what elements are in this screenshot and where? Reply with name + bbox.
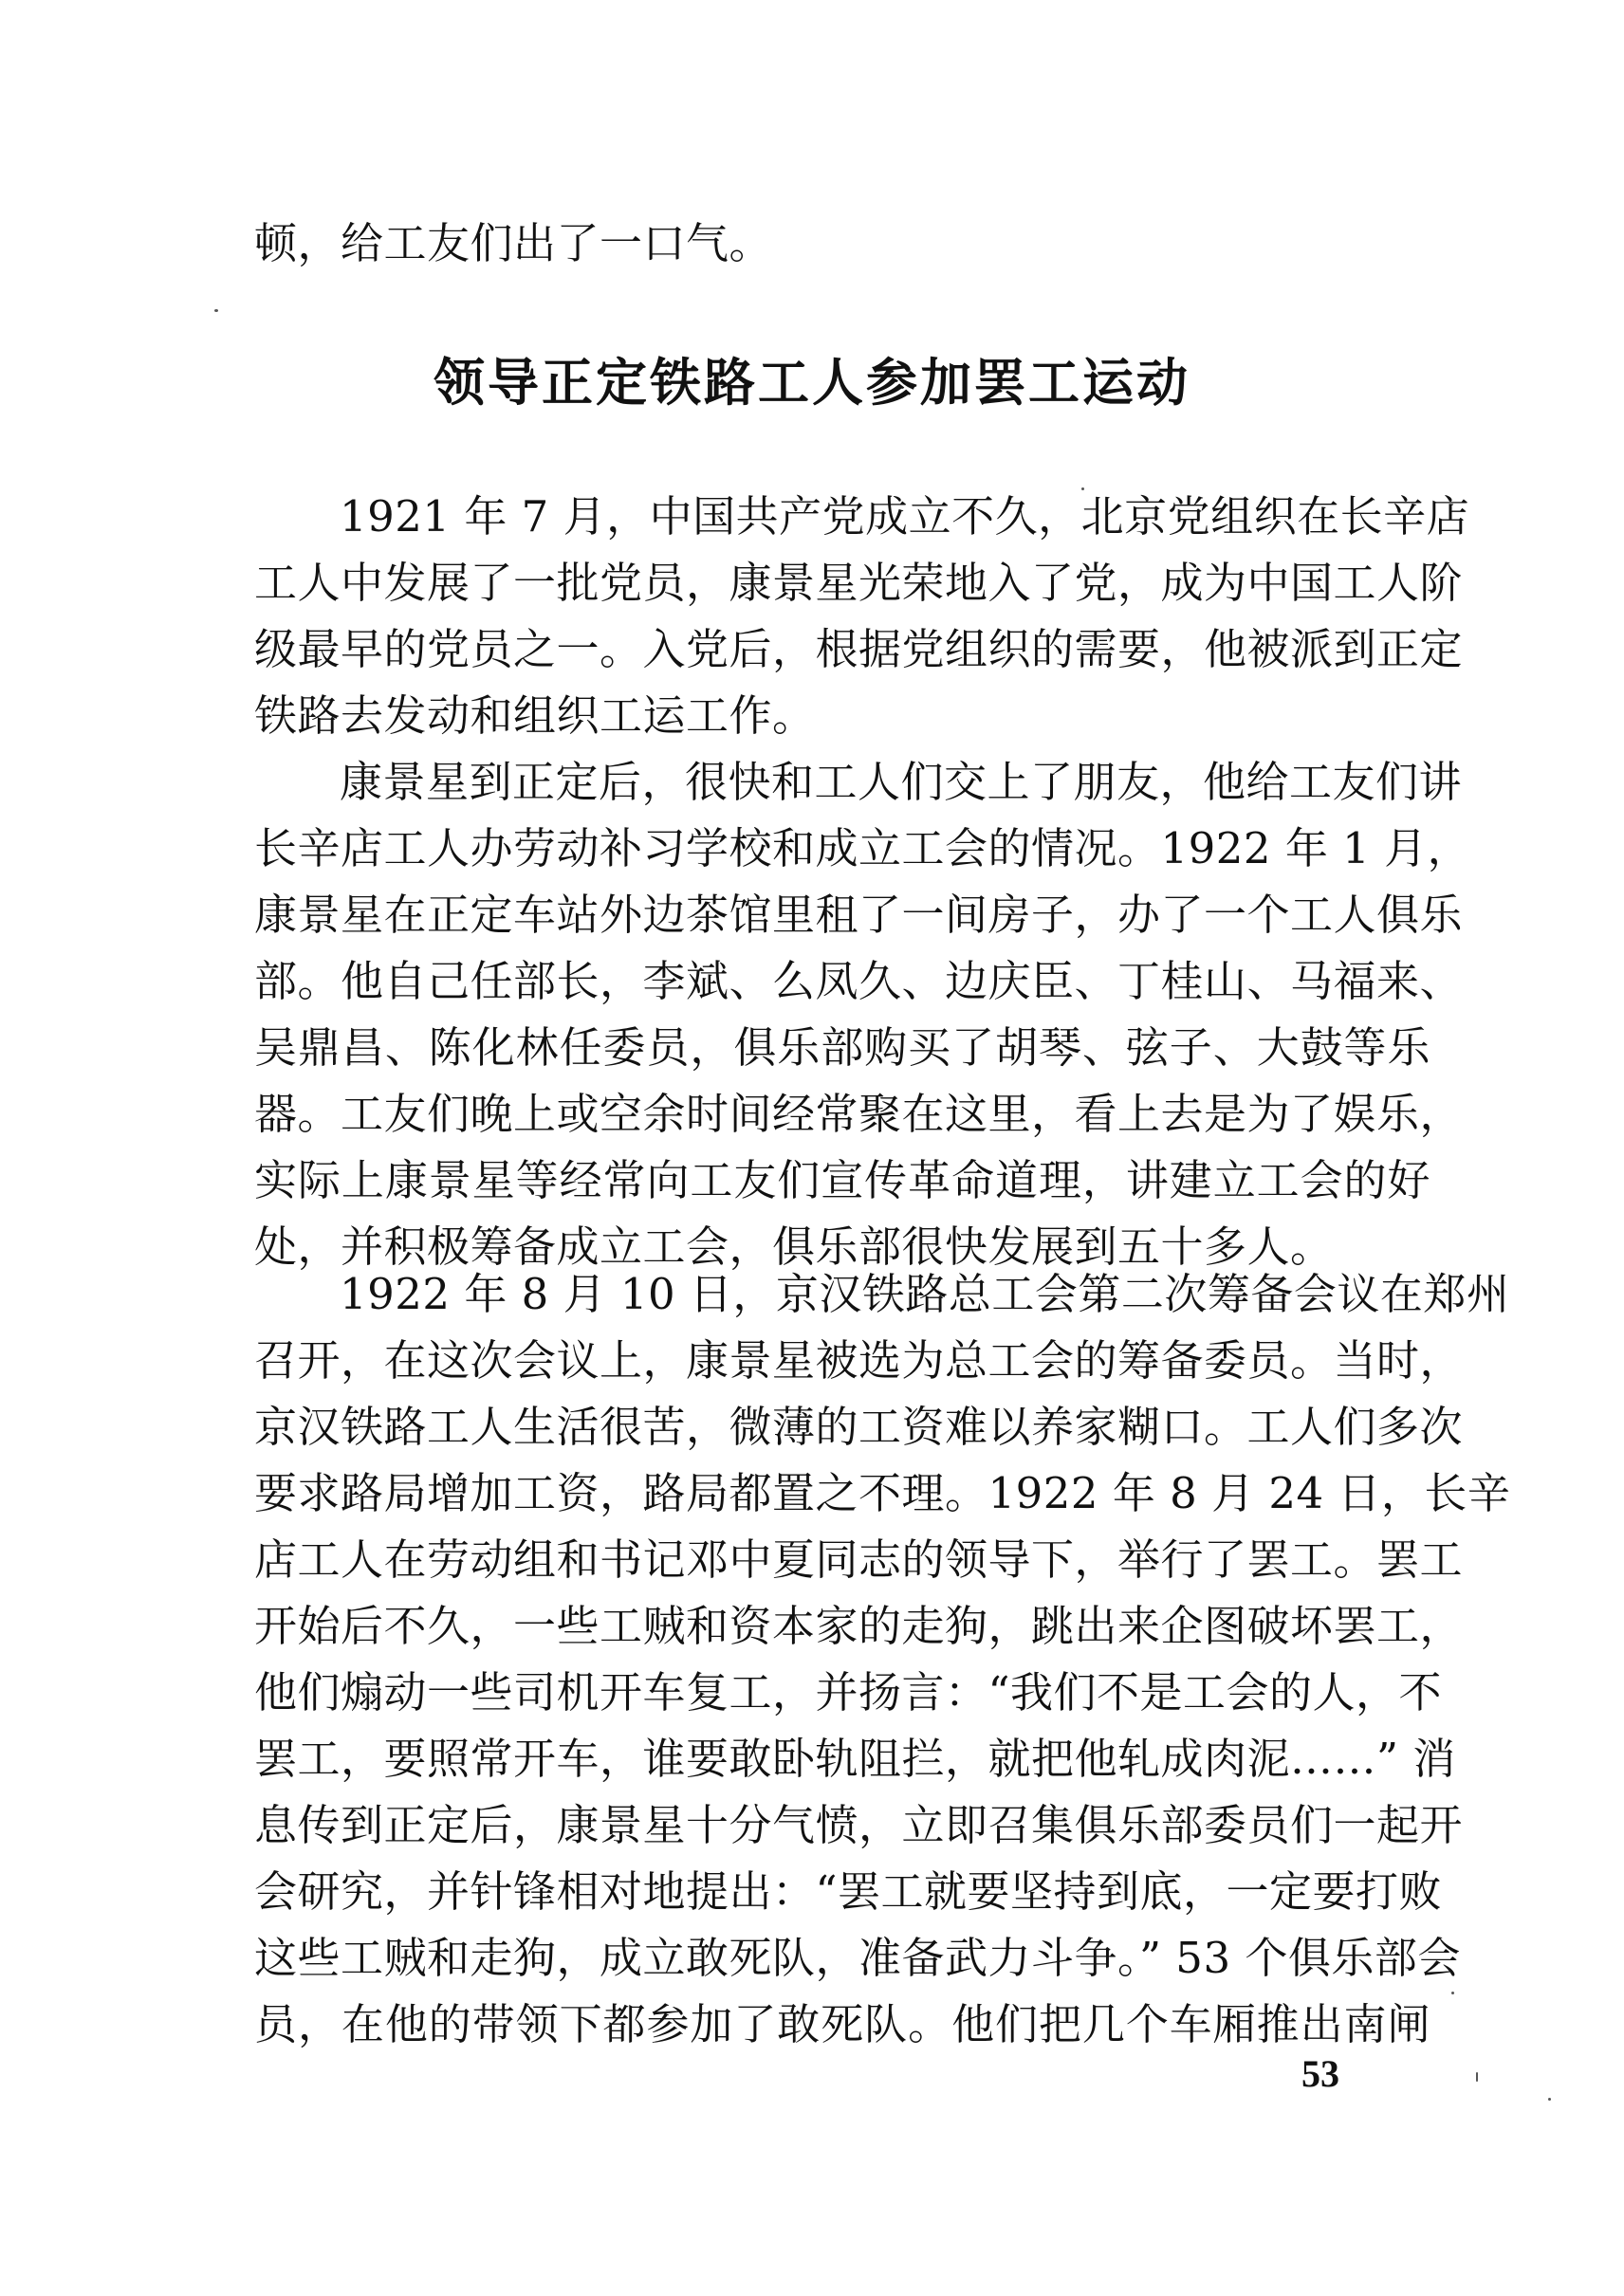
text-line: 息传到正定后，康景星十分气愤，立即召集俱乐部委员们一起开 bbox=[254, 1800, 1464, 1850]
text-line: 店工人在劳动组和书记邓中夏同志的领导下，举行了罢工。罢工 bbox=[254, 1534, 1464, 1585]
text-line: 会研究，并针锋相对地提出：“罢工就要坚持到底，一定要打败 bbox=[254, 1866, 1443, 1917]
text-line: 京汉铁路工人生活很苦，微薄的工资难以养家糊口。工人们多次 bbox=[254, 1402, 1464, 1452]
text-line: 罢工，要照常开车，谁要敢卧轨阻拦，就把他轧成肉泥……” 消 bbox=[254, 1734, 1456, 1784]
text-line: 工人中发展了一批党员，康景星光荣地入了党，成为中国工人阶 bbox=[254, 558, 1464, 608]
text-line: 这些工贼和走狗，成立敢死队，准备武力斗争。” 53 个俱乐部会 bbox=[254, 1933, 1461, 1983]
text-line: 员，在他的带领下都参加了敢死队。他们把几个车厢推出南闸 bbox=[254, 1999, 1430, 2049]
text-line: 处，并积极筹备成立工会，俱乐部很快发展到五十多人。 bbox=[254, 1221, 1334, 1272]
text-line: 召开，在这次会议上，康景星被选为总工会的筹备委员。当时， bbox=[254, 1335, 1464, 1386]
scan-speck bbox=[1451, 1992, 1454, 1994]
text-line: 铁路去发动和组织工运工作。 bbox=[254, 690, 816, 741]
text-line: 康景星在正定车站外边茶馆里租了一间房子，办了一个工人俱乐 bbox=[254, 890, 1464, 940]
scan-speck bbox=[1548, 2098, 1551, 2101]
text-line: 长辛店工人办劳动补习学校和成立工会的情况。1922 年 1 月， bbox=[254, 823, 1471, 873]
text-line: 康景星到正定后，很快和工人们交上了朋友，他给工友们讲 bbox=[340, 757, 1463, 807]
text-line: 部。他自己任部长，李斌、么凤久、边庆臣、丁桂山、马福来、 bbox=[254, 956, 1464, 1006]
page-number: 53 bbox=[1301, 2052, 1339, 2095]
text-line: 级最早的党员之一。入党后，根据党组织的需要，他被派到正定 bbox=[254, 624, 1464, 674]
section-title: 领导正定铁路工人参加罢工运动 bbox=[434, 353, 1190, 413]
scan-speck bbox=[214, 309, 218, 312]
scan-speck bbox=[1081, 487, 1084, 490]
text-line: 吴鼎昌、陈化林任委员，俱乐部购买了胡琴、弦子、大鼓等乐 bbox=[254, 1022, 1430, 1073]
text-line: 他们煽动一些司机开车复工，并扬言：“我们不是工会的人，不 bbox=[254, 1667, 1443, 1717]
text-line: 要求路局增加工资，路局都置之不理。1922 年 8 月 24 日，长辛 bbox=[254, 1468, 1511, 1518]
scan-speck bbox=[1476, 2072, 1478, 2082]
text-line: 1922 年 8 月 10 日，京汉铁路总工会第二次筹备会议在郑州 bbox=[340, 1269, 1510, 1319]
text-line: 开始后不久，一些工贼和资本家的走狗，跳出来企图破坏罢工， bbox=[254, 1601, 1464, 1651]
text-line: 器。工友们晚上或空余时间经常聚在这里，看上去是为了娱乐， bbox=[254, 1089, 1464, 1139]
text-line: 实际上康景星等经常向工友们宣传革命道理，讲建立工会的好 bbox=[254, 1155, 1430, 1205]
text-line: 1921 年 7 月，中国共产党成立不久，北京党组织在长辛店 bbox=[340, 491, 1470, 542]
opening-line: 顿，给工友们出了一口气。 bbox=[254, 218, 773, 268]
